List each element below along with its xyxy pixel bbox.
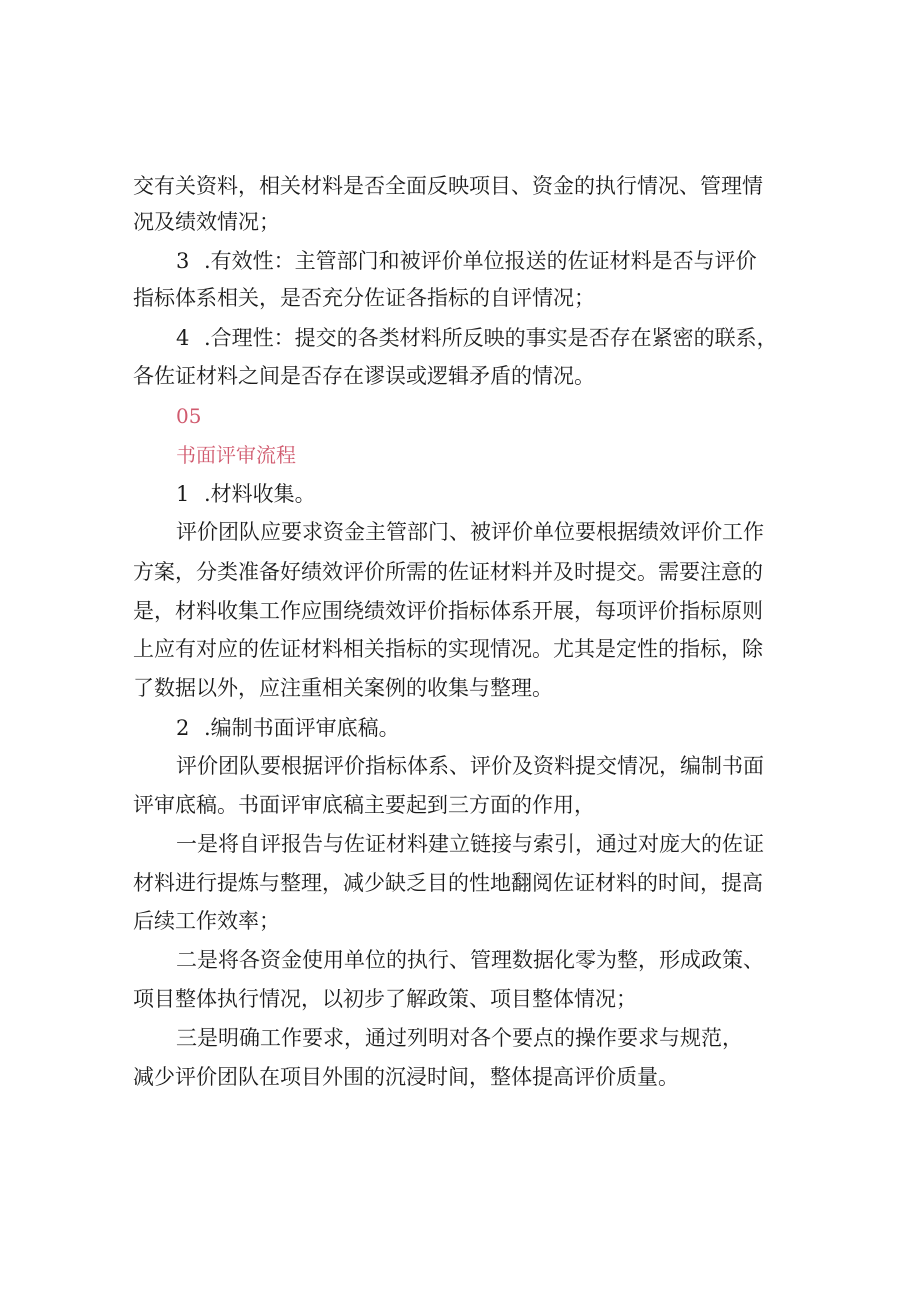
- paragraph-line: 指标体系相关，是否充分佐证各指标的自评情况；: [133, 286, 595, 310]
- section-number: 05: [176, 404, 202, 428]
- step-2-title: [176, 713, 400, 743]
- paragraph-line: 一是将自评报告与佐证材料建立链接与索引，通过对庞大的佐证: [176, 832, 764, 856]
- list-item-number: 3: [176, 249, 190, 273]
- paragraph-line: 交有关资料，相关材料是否全面反映项目、资金的执行情况、管理情: [133, 174, 763, 198]
- step-number: 2: [176, 716, 190, 740]
- list-item-text: .有效性：主管部门和被评价单位报送的佐证材料是否与评价: [204, 249, 757, 273]
- section-title: 书面评审流程: [176, 443, 296, 467]
- step-title-text: .材料收集。: [204, 482, 316, 506]
- step-title-text: .编制书面评审底稿。: [204, 716, 400, 740]
- paragraph-line: 评审底稿。书面评审底稿主要起到三方面的作用，: [133, 793, 595, 817]
- paragraph-line: 减少评价团队在项目外围的沉浸时间，整体提高评价质量。: [133, 1065, 679, 1089]
- list-item-3: [176, 246, 757, 276]
- paragraph-line: 上应有对应的佐证材料相关指标的实现情况。尤其是定性的指标，除: [133, 637, 763, 661]
- paragraph-line: 材料进行提炼与整理，减少缺乏目的性地翻阅佐证材料的时间，提高: [133, 871, 763, 895]
- step-number: 1: [176, 482, 190, 506]
- paragraph-line: 二是将各资金使用单位的执行、管理数据化零为整，形成政策、: [176, 948, 764, 972]
- list-item-number: 4: [176, 326, 190, 350]
- step-1-title: [176, 479, 316, 509]
- paragraph-line: 三是明确工作要求，通过列明对各个要点的操作要求与规范，: [176, 1026, 743, 1050]
- list-item-4: [176, 323, 778, 353]
- paragraph-line: 况及绩效情况；: [133, 210, 280, 234]
- list-item-text: .合理性：提交的各类材料所反映的事实是否存在紧密的联系，: [204, 326, 778, 350]
- paragraph-line: 评价团队要根据评价指标体系、评价及资料提交情况，编制书面: [176, 754, 764, 778]
- paragraph-line: 是，材料收集工作应围绕绩效评价指标体系开展，每项评价指标原则: [133, 599, 763, 623]
- paragraph-line: 了数据以外，应注重相关案例的收集与整理。: [133, 676, 553, 700]
- paragraph-line: 评价团队应要求资金主管部门、被评价单位要根据绩效评价工作: [176, 520, 764, 544]
- paragraph-line: 各佐证材料之间是否存在谬误或逻辑矛盾的情况。: [133, 364, 595, 388]
- paragraph-line: 后续工作效率；: [133, 909, 280, 933]
- paragraph-line: 方案，分类准备好绩效评价所需的佐证材料并及时提交。需要注意的: [133, 560, 763, 584]
- paragraph-line: 项目整体执行情况，以初步了解政策、项目整体情况；: [133, 987, 637, 1011]
